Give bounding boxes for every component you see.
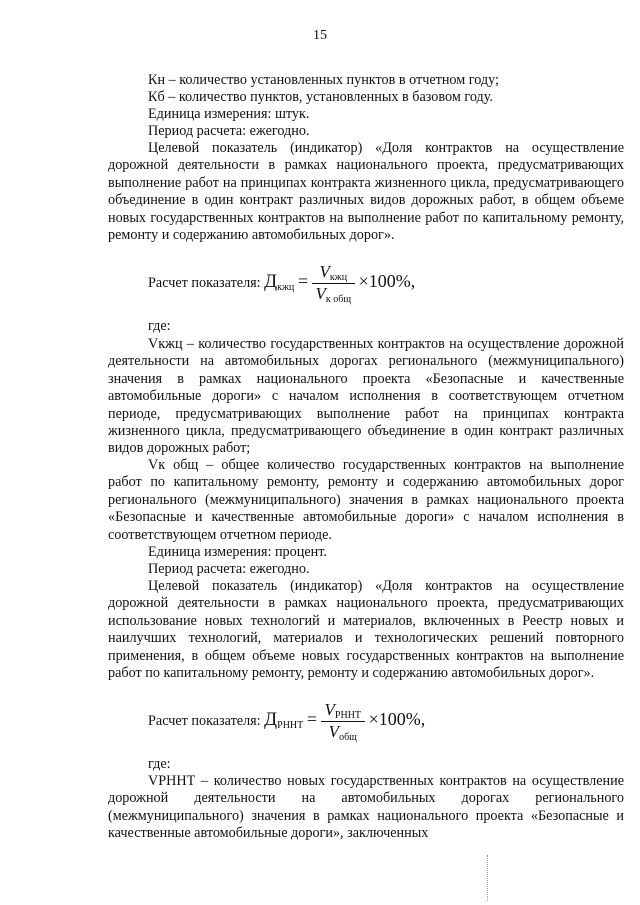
where-2: где: — [148, 756, 171, 772]
formula-2-tail: ×100%, — [368, 708, 426, 729]
formula-1-tail: ×100%, — [358, 270, 416, 291]
definition-v-rnnt: VРННТ – количество новых государственных контрактов на осуществление дорожной деятельности на автомобильных дорогах регионального (межмуниципального) значения в рамках национального проекта «Безопасные и качественные автомобильные дороги», заключенных — [108, 773, 624, 842]
where-1: где: — [148, 318, 171, 334]
line-kb: Кб – количество пунктов, установленных в базовом году. — [148, 89, 493, 105]
period-2: Период расчета: ежегодно. — [148, 561, 310, 577]
formula-2-label: Расчет показателя: — [148, 712, 261, 729]
line-unit: Единица измерения: штук. — [148, 106, 310, 122]
formula-2-lhs: $Д_{РННТ}$ — [264, 708, 304, 731]
formula-2: Расчет показателя: $Д_{РННТ}$ = $\frac{V_{РННТ}}{V_{общ}}$ ×100%, — [148, 700, 426, 743]
line-kn: Кн – количество установленных пунктов в отчетном году; — [148, 72, 499, 88]
formula-1-fraction: $\frac{V_{кжц}}{V_{к общ}}$ — [312, 262, 356, 305]
unit-2: Единица измерения: процент. — [148, 544, 327, 560]
page-number: 15 — [313, 28, 327, 43]
formula-1: Расчет показателя: $Д_{кжц}$ = $\frac{V_{кжц}}{V_{к общ}}$ ×100%, — [148, 262, 416, 305]
definition-v-k-obsh: Vк общ – общее количество государственных контрактов на выполнение работ по капитальному ремонту, ремонту и содержанию автомобильных дорог регионального (межмуниципального) значения в рамках национального проекта «Безопасные и качественные автомобильные дороги» с началом исполнения в соответствующем отчетном периоде. — [108, 457, 624, 543]
formula-2-fraction: $\frac{V_{РННТ}}{V_{общ}}$ — [321, 700, 366, 743]
formula-1-lhs: $Д_{кжц}$ — [264, 270, 295, 293]
definition-v-kzhc: Vкжц – количество государственных контрактов на осуществление дорожной деятельности на автомобильных дорогах регионального (межмуниципального) значения в рамках национального проекта «Безопасные и качественные автомобильные дороги» с началом исполнения в соответствующем отчетном периоде, предусматривающих выполнение работ на принципах контракта жизненного цикла, предусматривающего объединение в один контракт различных видов дорожных работ; — [108, 336, 624, 457]
line-period: Период расчета: ежегодно. — [148, 123, 310, 139]
indicator-2-paragraph: Целевой показатель (индикатор) «Доля контрактов на осуществление дорожной деятельности в рамках национального проекта, предусматривающих использование новых технологий и материалов, включенных в Реестр новых и наилучших технологий, материалов и технологических решений повторного применения, в общем объеме новых государственных контрактов на выполнение работ по капитальному ремонту, ремонту и содержанию автомобильных дорог». — [108, 578, 624, 682]
formula-1-label: Расчет показателя: — [148, 274, 261, 291]
binding-mark — [487, 855, 489, 901]
indicator-1-paragraph: Целевой показатель (индикатор) «Доля контрактов на осуществление дорожной деятельности в рамках национального проекта, предусматривающих выполнение работ на принципах контракта жизненного цикла, предусматривающего объединение в один контракт различных видов дорожных работ, в общем объеме новых государственных контрактов на выполнение работ по капитальному ремонту, ремонту и содержанию автомобильных дорог». — [108, 140, 624, 244]
